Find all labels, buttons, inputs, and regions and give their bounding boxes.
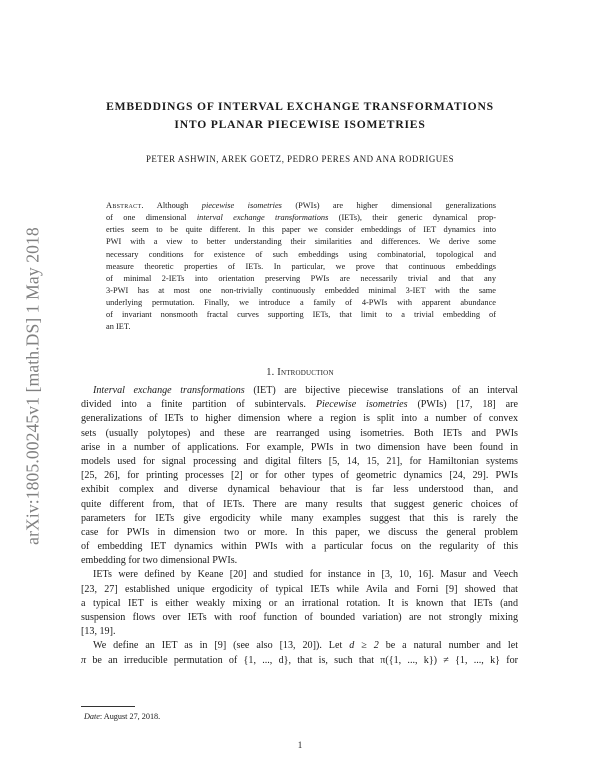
body-line: embedding for two dimensional PWIs. [81, 555, 238, 567]
math-inline: π({1, ..., k}) ≠ {1, ..., k} [380, 654, 500, 666]
abstract-line: of one dimensional interval exchange transformations (IETs), their generic dynamical prop- [106, 213, 496, 223]
body-line: of embedding IET dynamics within PWIs with a particular focus on the regularity of this [81, 541, 518, 553]
body-text [81, 384, 518, 668]
body-line: case for PWIs in dimension two or more. In this paper, we discuss the general problem [81, 526, 518, 538]
footnote-text: : August 27, 2018. [99, 712, 161, 721]
body-line: We define an IET as in [9] (see also [13, 20]). Let d ≥ 2 be a natural number and let [93, 640, 518, 652]
abstract-label: Abstract. [106, 201, 144, 210]
abstract-line: PWI with a view to better understanding their similarities and differences. We derive some [106, 237, 496, 247]
footnote-label: Date [84, 712, 100, 721]
body-line: a typical IET is either weakly mixing or an irrational rotation. It is known that IETs (and [81, 597, 518, 609]
abstract-line: necessary conditions for existence of such embeddings using combinatorial, topological and [106, 249, 496, 259]
body-line: π be an irreducible permutation of {1, ..., d}, that is, such that π({1, ..., k}) ≠ {1, ..., k} for [81, 654, 519, 666]
body-line: suspension flows over IETs with roof function of bounded variation) are not strongly mixing [81, 612, 518, 623]
section-title: Introduction [277, 367, 334, 378]
body-line: IETs were defined by Keane [20] and studied for instance in [3, 10, 16]. Masur and Veech [93, 569, 518, 581]
abstract-line: 3-PWI has at most one non-trivially continuously embedded minimal 3-IET with the same [106, 285, 496, 295]
body-line: sets (usually polytopes) and these are rearranged using isometries. Both IETs and PWIs [81, 427, 518, 439]
body-line: arise in a number of applications. For example, PWIs in two dimension have been found in [81, 441, 518, 453]
abstract-line: of invariant nonsmooth fractal curves supporting IETs, that limit to a trivial embedding of [106, 310, 496, 320]
body-line: exhibit complex and diverse dynamical behaviour that is far less understood than, and [81, 484, 518, 496]
section-number: 1. [266, 367, 278, 378]
author-list: PETER ASHWIN, AREK GOETZ, PEDRO PERES AND ANA RODRIGUES [145, 154, 455, 164]
body-line: quite different from, that of IETs. There are many results that suggest generic choices of [81, 498, 518, 510]
body-line: models used for signal processing and digital filters [5, 14, 15, 21], for Hamiltonian systems [81, 455, 518, 467]
body-line: Interval exchange transformations (IET) are bijective piecewise translations of an interval [93, 385, 518, 396]
abstract-line: erties seem to be quite different. In this paper we consider embeddings of IET dynamics into [106, 225, 496, 235]
body-line: generalizations of IETs to higher dimension where a region is split into a number of convex [81, 413, 518, 425]
math-inline: {1, ..., d} [243, 654, 289, 666]
abstract-line: of minimal 2-IETs into orientation preserving PWIs are necessarily trivial and that any [106, 273, 496, 283]
math-inline: π [81, 654, 87, 666]
body-line: divided into a finite partition of subintervals. Piecewise isometries (PWIs) [17, 18] are [81, 399, 518, 411]
abstract-line: measure theoretic properties of IETs. In particular, we prove that continuous embeddings [106, 261, 496, 271]
math-inline: d ≥ 2 [349, 640, 379, 652]
footnote [84, 712, 160, 721]
arxiv-identifier[interactable]: arXiv:1805.00245v1 [math.DS] 1 May 2018 [22, 227, 43, 545]
body-line: [13, 19]. [81, 626, 116, 638]
arxiv-stamp [20, 190, 46, 582]
body-line: parameters for IETs give ergodicity while many examples suggest that this is rarely the [81, 512, 518, 524]
abstract-line: underlying permutation. Finally, we introduce a family of 4-PWIs with apparent abundance [106, 298, 496, 308]
abstract [106, 200, 496, 334]
body-line: [23, 27] established unique ergodicity of typical IETs while Avila and Forni [9] showed that [81, 583, 518, 595]
title-line-2: INTO PLANAR PIECEWISE ISOMETRIES [174, 118, 426, 131]
footnote-rule [81, 706, 135, 707]
body-line: [25, 26], for printing processes [2] or for other types of geometric dynamics [24, 29]. PWIs [81, 470, 518, 482]
paper-title [80, 98, 520, 134]
title-line-1: EMBEDDINGS OF INTERVAL EXCHANGE TRANSFORMATIONS [106, 100, 494, 113]
abstract-line: Abstract. Although piecewise isometries (PWIs) are higher dimensional generalizations [106, 201, 496, 210]
page-number: 1 [297, 740, 303, 750]
abstract-line: an IET. [106, 322, 131, 332]
section-heading [80, 367, 520, 378]
